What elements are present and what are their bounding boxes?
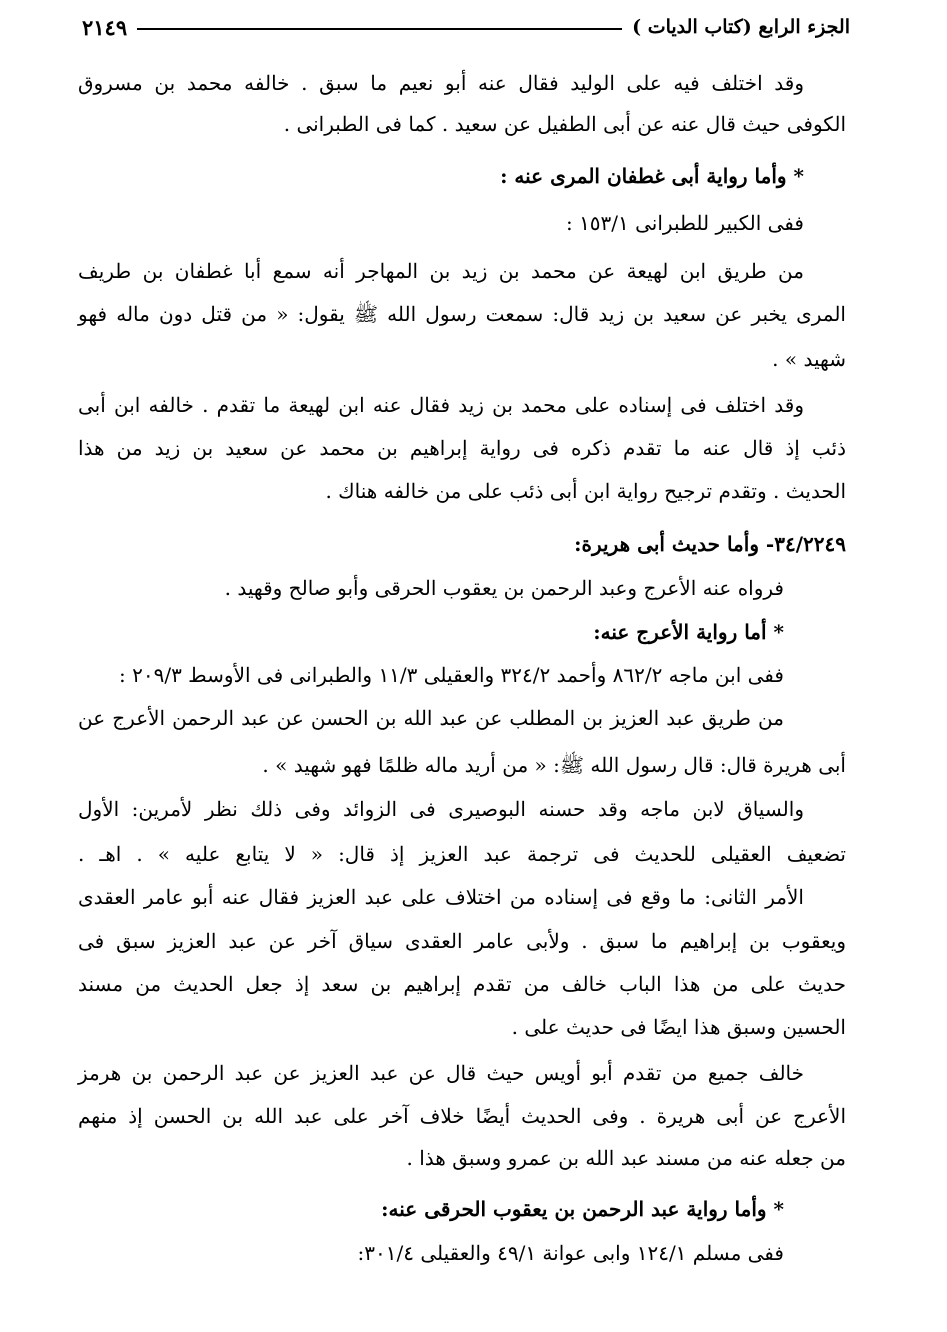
text-line: فرواه عنه الأعرج وعبد الرحمن بن يعقوب الحرقى وأبو صالح وقهيد . bbox=[224, 576, 784, 600]
text-line: والسياق لابن ماجه وقد حسنه البوصيرى فى الزوائد وفى ذلك نظر لأمرين: الأول bbox=[78, 797, 804, 821]
text-line: * أما رواية الأعرج عنه: bbox=[593, 620, 784, 644]
text-line: أبى هريرة قال: قال رسول الله ﷺ: « من أريد ماله ظلمًا فهو شهيد » . bbox=[262, 753, 846, 777]
text-line: من طريق ابن لهيعة عن محمد بن زيد بن المهاجر أنه سمع أبا غطفان بن طريف bbox=[78, 259, 804, 283]
text-line: ففى مسلم ١٢٤/١ وابى عوانة ٤٩/١ والعقيلى ٣٠١/٤: bbox=[357, 1241, 784, 1265]
text-line: ٣٤/٢٢٤٩- وأما حديث أبى هريرة: bbox=[574, 532, 846, 556]
text-line: ففى ابن ماجه ٨٦٢/٢ وأحمد ٣٢٤/٢ والعقيلى ١١/٣ والطبرانى فى الأوسط ٢٠٩/٣ : bbox=[119, 663, 784, 687]
text-line: خالف جميع من تقدم أبو أويس حيث قال عن عبد العزيز عن عبد الرحمن بن هرمز bbox=[78, 1061, 804, 1085]
text-line: الأعرج عن أبى هريرة . وفى الحديث أيضًا خلاف آخر على عبد الله بن الحسن إذ منهم bbox=[78, 1104, 846, 1128]
text-line: * وأما رواية عبد الرحمن بن يعقوب الحرقى عنه: bbox=[381, 1197, 784, 1221]
text-line: شهيد » . bbox=[772, 347, 846, 371]
page-header bbox=[82, 10, 850, 44]
text-line: * وأما رواية أبى غطفان المرى عنه : bbox=[500, 164, 804, 188]
text-line: ففى الكبير للطبرانى ١٥٣/١ : bbox=[565, 211, 804, 235]
text-line: المرى يخبر عن سعيد بن زيد قال: سمعت رسول الله ﷺ يقول: « من قتل دون ماله فهو bbox=[78, 302, 846, 326]
text-line: الأمر الثانى: ما وقع فى إسناده من اختلاف على عبد العزيز فقال عنه أبو عامر العقدى bbox=[78, 885, 804, 909]
page-number: ٢١٤٩ bbox=[82, 14, 128, 40]
text-line: حديث على من هذا الباب خالف من تقدم إبراهيم بن سعد إذ جعل الحديث من مسند bbox=[78, 972, 846, 996]
text-line: تضعيف العقيلى للحديث فى ترجمة عبد العزيز إذ قال: « لا يتابع عليه » . اهـ . bbox=[78, 842, 846, 866]
text-line: وقد اختلف فيه على الوليد فقال عنه أبو نعيم ما سبق . خالفه محمد بن مسروق bbox=[78, 71, 804, 95]
text-line: وقد اختلف فى إسناده على محمد بن زيد فقال عنه ابن لهيعة ما تقدم . خالفه ابن أبى bbox=[78, 393, 804, 417]
text-line: من جعله عنه من مسند عبد الله بن عمرو وسبق هذا . bbox=[406, 1146, 846, 1170]
text-line: من طريق عبد العزيز بن المطلب عن عبد الله بن الحسن عن عبد الرحمن الأعرج عن bbox=[78, 706, 784, 730]
running-title: الجزء الرابع (كتاب الديات ) bbox=[632, 16, 850, 38]
text-line: الحديث . وتقدم ترجيح رواية ابن أبى ذئب على من خالفه هناك . bbox=[325, 479, 846, 503]
text-line: الكوفى حيث قال عنه عن أبى الطفيل عن سعيد . كما فى الطبرانى . bbox=[283, 112, 846, 136]
text-line: الحسين وسبق هذا ايضًا فى حديث على . bbox=[511, 1015, 846, 1039]
text-line: ذئب إذ قال عنه ما تقدم ذكره فى رواية إبراهيم بن محمد عن سعيد بن زيد من هذا bbox=[78, 436, 846, 460]
header-rule bbox=[137, 28, 622, 30]
text-line: ويعقوب بن إبراهيم ما سبق . ولأبى عامر العقدى سياق آخر عن عبد العزيز سبق فى bbox=[78, 929, 846, 953]
